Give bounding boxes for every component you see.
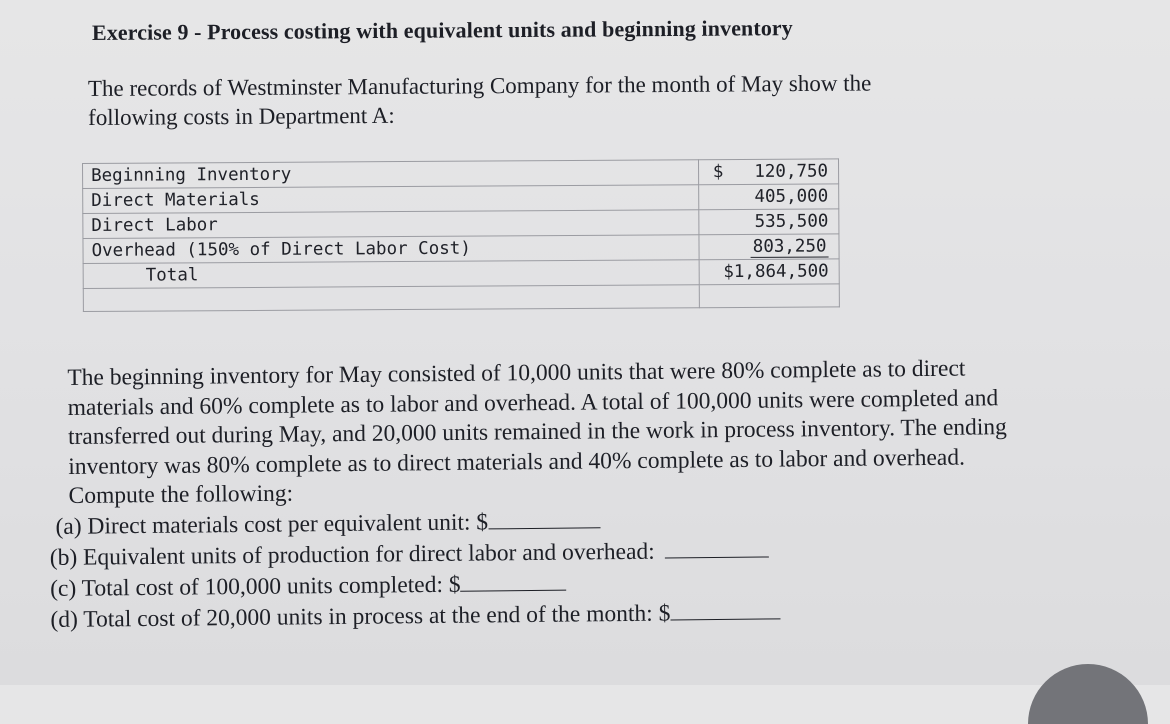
- empty-cell: [699, 284, 839, 308]
- question-label: (c) Total cost of 100,000 units completed: $: [50, 571, 461, 602]
- total-amount: $1,864,500: [723, 261, 829, 283]
- answer-blank[interactable]: [665, 536, 769, 558]
- row-amount: 120,750: [754, 161, 829, 182]
- total-amount-cell: [699, 259, 839, 285]
- row-amount: 405,000: [754, 186, 829, 207]
- question-label: (b) Equivalent units of production for direct labor and overhead:: [49, 538, 655, 572]
- question-label: (d) Total cost of 20,000 units in process at the end of the month: $: [50, 600, 671, 633]
- row-label: Direct Labor: [83, 210, 699, 239]
- intro-paragraph: The records of Westminster Manufacturing Company for the month of May show the following costs in Department A:: [87, 70, 872, 130]
- row-label: Beginning Inventory: [83, 160, 699, 189]
- row-label: Direct Materials: [83, 185, 699, 214]
- cost-table: [82, 158, 840, 312]
- row-amount-cell: [699, 209, 839, 235]
- answer-blank[interactable]: [670, 598, 780, 620]
- row-amount-cell: [698, 159, 838, 185]
- total-label: Total: [83, 260, 699, 289]
- row-label: Overhead (150% of Direct Labor Cost): [83, 235, 699, 264]
- shadow-shape: [1028, 664, 1148, 724]
- row-amount: 803,250: [751, 236, 829, 257]
- exercise-heading: Exercise 9 - Process costing with equivalent units and beginning inventory: [91, 15, 793, 45]
- row-amount: 535,500: [754, 211, 829, 232]
- answer-blank[interactable]: [460, 570, 566, 592]
- currency-symbol: $: [712, 162, 724, 183]
- answer-blank[interactable]: [488, 507, 600, 529]
- row-amount-cell: [698, 184, 838, 210]
- empty-row: [83, 284, 839, 312]
- row-amount-cell: [699, 234, 839, 260]
- problem-paragraph: The beginning inventory for May consisted of 10,000 units that were 80% complete as to direct materials and 60% complete as to labor and overhead. A total of 100,000 units were completed and transferred out during May, and 20,000 units remained in the work in process inventory. The ending inventory was 80% complete as to direct materials and 40% complete as to labor and overhead. Compute the following:: [67, 355, 1007, 510]
- question-label: (a) Direct materials cost per equivalent unit: $: [55, 509, 489, 540]
- question-list: [49, 503, 950, 636]
- empty-cell: [83, 285, 699, 312]
